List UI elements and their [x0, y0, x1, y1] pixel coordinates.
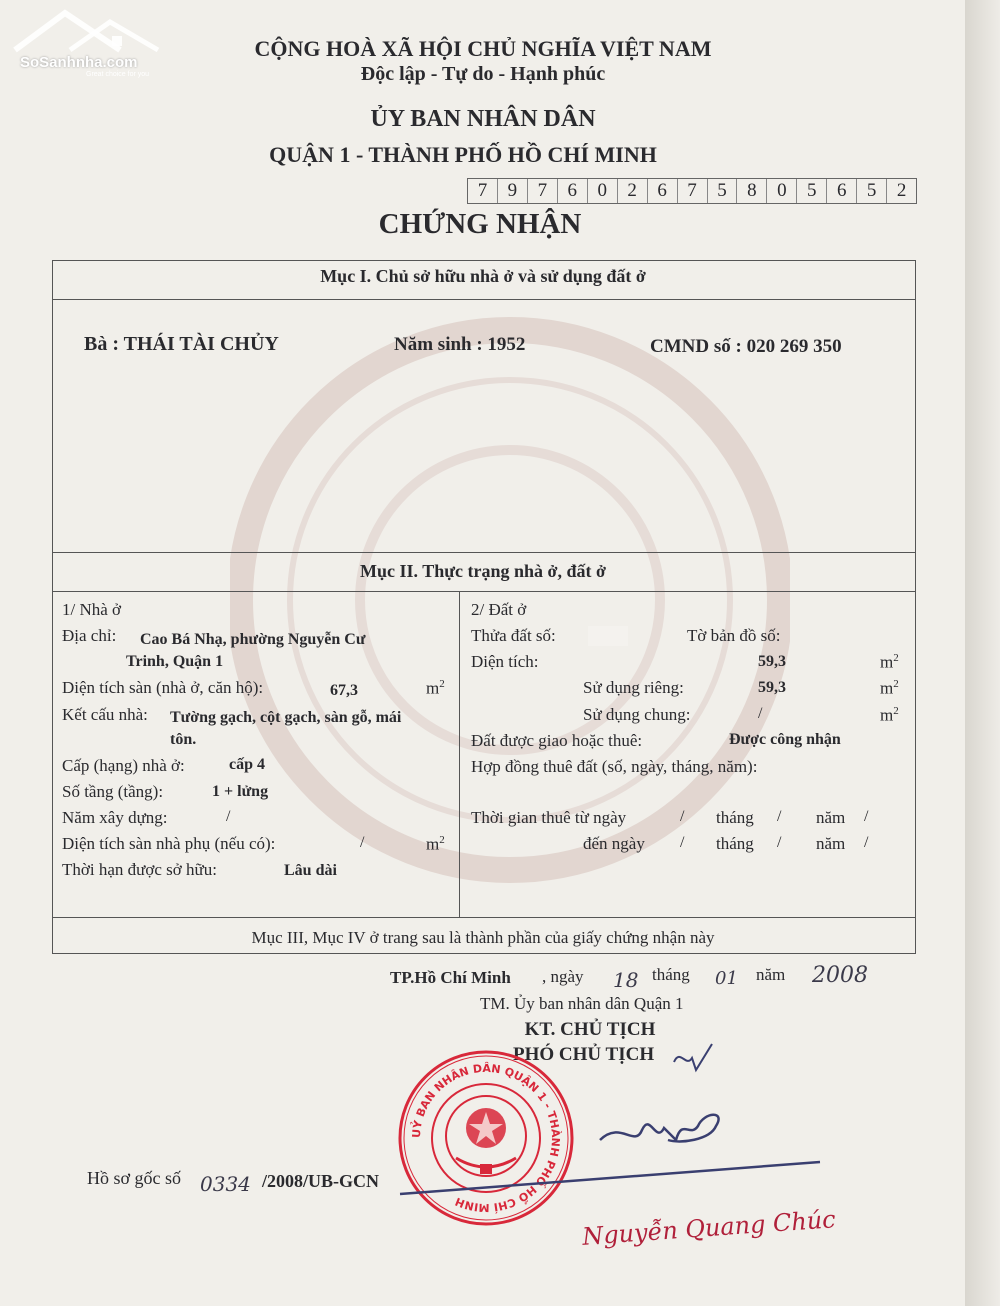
serial-digit: 5 — [856, 179, 886, 203]
year-label: năm — [756, 965, 786, 984]
unit: m — [880, 705, 894, 725]
aux-area-unit — [426, 834, 445, 855]
serial-digit: 0 — [587, 179, 617, 203]
serial-digit: 6 — [826, 179, 856, 203]
lease-to-month: / — [777, 834, 782, 851]
lease-to-month-label: tháng — [716, 834, 754, 853]
kt-chairman: KT. CHỦ TỊCH — [524, 1019, 656, 1040]
private-use-label: Sử dụng riêng: — [583, 678, 684, 697]
on-behalf: TM. Ủy ban nhân dân Quận 1 — [480, 994, 684, 1013]
month-label: tháng — [652, 965, 690, 984]
day-value: 18 — [613, 968, 639, 992]
serial-digit: 6 — [557, 179, 587, 203]
owner-name: Bà : THÁI TÀI CHỦY — [84, 333, 279, 355]
lease-from-year-label: năm — [816, 808, 846, 827]
initial-mark-icon — [668, 1038, 718, 1078]
footer-note: Mục III, Mục IV ở trang sau là thành phần của giấy chứng nhận này — [251, 928, 715, 947]
address-line-1: Cao Bá Nhạ, phường Nguyễn Cư — [140, 631, 366, 648]
vice-chairman: PHÓ CHỦ TỊCH — [513, 1044, 655, 1065]
lease-from-day: / — [680, 808, 685, 825]
lease-from-month: / — [777, 808, 782, 825]
shared-use-label: Sử dụng chung: — [583, 705, 691, 724]
house-title: 1/ Nhà ở — [62, 600, 122, 619]
section1-heading: Mục I. Chủ sở hữu nhà ở và sử dụng đất ở — [320, 266, 646, 286]
record-label: Hồ sơ gốc số — [87, 1168, 182, 1188]
floors-value: 1 + lửng — [212, 783, 269, 800]
land-area-label: Diện tích: — [471, 652, 539, 671]
unit-sup: 2 — [893, 652, 899, 664]
unit-sup: 2 — [893, 705, 899, 717]
serial-digit: 0 — [766, 179, 796, 203]
column-divider — [459, 591, 460, 917]
serial-digit: 9 — [497, 179, 527, 203]
seal-ring-text: UỶ BAN NHÂN DÂN QUẬN 1 - THÀNH PHỐ HỒ CHÍ MINH — [409, 1061, 563, 1215]
aux-area-value: / — [360, 834, 365, 851]
floor-area-label: Diện tích sàn (nhà ở, căn hộ): — [62, 678, 264, 697]
lease-from-year: / — [864, 808, 869, 825]
built-year-value: / — [226, 808, 231, 825]
address-line-2: Trinh, Quận 1 — [126, 653, 224, 670]
structure-line-1: Tường gạch, cột gạch, sàn gỗ, mái — [170, 709, 402, 726]
unit: m — [880, 678, 894, 698]
unit-sup: 2 — [439, 834, 445, 846]
lease-from-month-label: tháng — [716, 808, 754, 827]
plot-redaction — [588, 626, 628, 646]
ownership-value: Lâu dài — [284, 862, 337, 879]
structure-line-2: tôn. — [170, 731, 197, 748]
certificate-title: CHỨNG NHẬN — [378, 208, 582, 240]
floor-area-value: 67,3 — [330, 682, 358, 699]
day-label: , ngày — [542, 967, 584, 986]
plot-label: Thửa đất số: — [471, 626, 556, 645]
serial-digit: 7 — [477, 180, 488, 201]
serial-digit: 7 — [527, 179, 557, 203]
serial-digit: 7 — [677, 179, 707, 203]
motto: Độc lập - Tự do - Hạnh phúc — [360, 63, 606, 85]
grade-value: cấp 4 — [229, 756, 265, 773]
assigned-label: Đất được giao hoặc thuê: — [471, 731, 643, 750]
signing-place: TP.Hồ Chí Minh — [390, 968, 511, 987]
watermark-logo-text: SoSanhnha.com — [20, 54, 138, 71]
ownership-label: Thời hạn được sở hữu: — [62, 860, 217, 879]
serial-number — [467, 178, 917, 204]
structure-label: Kết cấu nhà: — [62, 705, 148, 724]
private-use-value: 59,3 — [758, 679, 786, 696]
lease-contract-label: Hợp đồng thuê đất (số, ngày, tháng, năm): — [471, 757, 758, 776]
map-sheet-label: Tờ bản đồ số: — [687, 626, 781, 645]
built-year-label: Năm xây dựng: — [62, 808, 168, 827]
aux-area-label: Diện tích sàn nhà phụ (nếu có): — [62, 834, 276, 853]
shared-use-value: / — [758, 705, 763, 722]
section2-heading: Mục II. Thực trạng nhà ở, đất ở — [360, 561, 606, 581]
address-label: Địa chỉ: — [62, 626, 117, 645]
private-use-unit — [880, 678, 899, 699]
floors-label: Số tầng (tầng): — [62, 782, 164, 801]
serial-digit: 5 — [796, 179, 826, 203]
land-area-unit — [880, 652, 899, 673]
birth-year: Năm sinh : 1952 — [394, 334, 526, 355]
serial-digit: 2 — [617, 179, 647, 203]
signature-stroke-icon — [380, 1100, 840, 1200]
id-number: CMND số : 020 269 350 — [650, 336, 842, 357]
unit-sup: 2 — [893, 678, 899, 690]
serial-digit: 8 — [736, 179, 766, 203]
grade-label: Cấp (hạng) nhà ở: — [62, 756, 185, 775]
serial-digit: 5 — [707, 179, 737, 203]
unit: m — [426, 834, 440, 854]
lease-from-label: Thời gian thuê từ ngày — [471, 808, 627, 827]
divider — [52, 591, 916, 592]
lease-to-label: đến ngày — [583, 834, 645, 853]
page-edge — [965, 0, 1000, 1306]
land-title: 2/ Đất ở — [471, 600, 527, 619]
lease-to-day: / — [680, 834, 685, 851]
serial-digit: 2 — [886, 179, 916, 203]
lease-to-year: / — [864, 834, 869, 851]
record-number: 0334 — [200, 1172, 251, 1196]
shared-use-unit — [880, 705, 899, 726]
record-suffix: /2008/UB-GCN — [262, 1171, 379, 1191]
country-name: CỘNG HOÀ XÃ HỘI CHỦ NGHĨA VIỆT NAM — [254, 36, 712, 61]
signer-name: Nguyễn Quang Chúc — [581, 1205, 837, 1251]
house-logo-icon — [10, 8, 160, 58]
lease-to-year-label: năm — [816, 834, 846, 853]
assigned-value: Được công nhận — [729, 731, 841, 748]
divider — [52, 552, 916, 553]
year-value: 2008 — [812, 963, 868, 988]
watermark-logo — [10, 8, 160, 80]
month-value: 01 — [715, 968, 738, 989]
unit: m — [426, 678, 440, 698]
floor-area-unit — [426, 678, 445, 699]
authority-name: ỦY BAN NHÂN DÂN — [370, 106, 596, 132]
divider — [52, 299, 916, 300]
district-name: QUẬN 1 - THÀNH PHỐ HỒ CHÍ MINH — [269, 142, 657, 167]
watermark-tagline: Great choice for you — [86, 71, 150, 78]
unit-sup: 2 — [439, 678, 445, 690]
divider — [52, 917, 916, 918]
land-area-value: 59,3 — [758, 653, 786, 670]
serial-digit: 6 — [647, 179, 677, 203]
unit: m — [880, 652, 894, 672]
